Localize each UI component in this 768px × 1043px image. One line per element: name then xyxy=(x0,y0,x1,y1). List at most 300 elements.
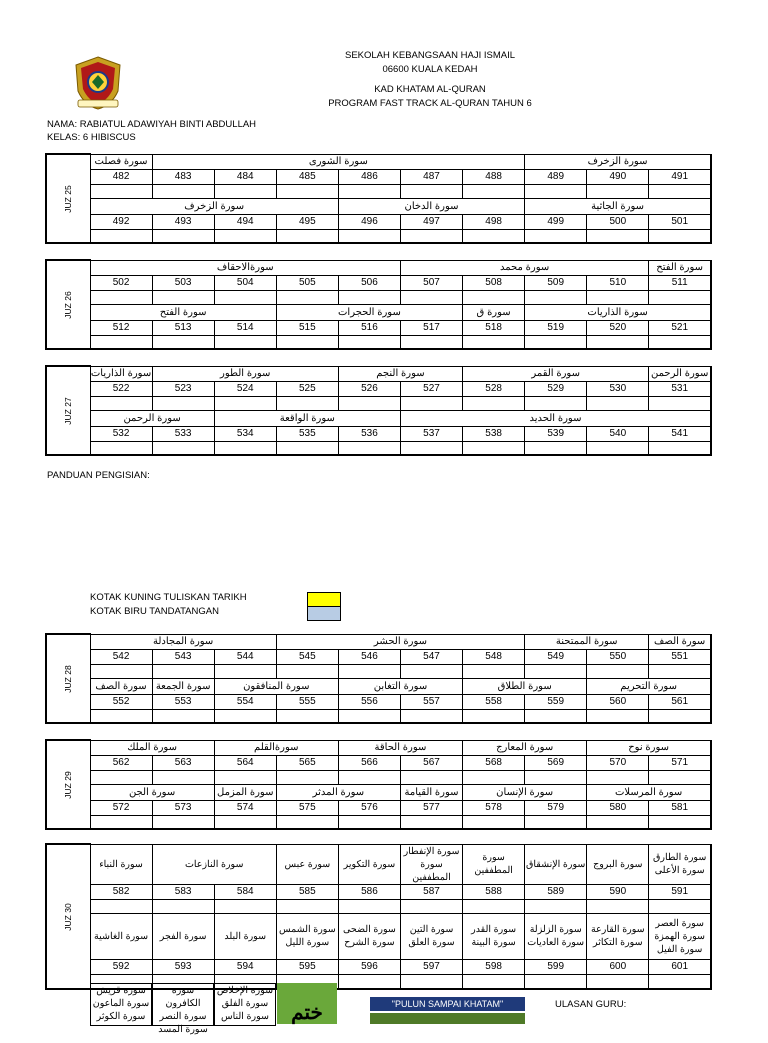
date-signature-cell[interactable] xyxy=(152,664,214,678)
surah-cell: سورة فصلت xyxy=(90,154,152,169)
surah-cell: سورة البلد xyxy=(214,913,276,959)
date-signature-cell[interactable] xyxy=(400,815,462,829)
surah-cell: سورة الجاثية xyxy=(525,198,711,214)
page-number: 550 xyxy=(587,649,649,664)
date-signature-cell[interactable] xyxy=(649,441,711,455)
date-signature-cell[interactable] xyxy=(463,899,525,913)
page-number: 501 xyxy=(649,214,711,229)
date-signature-cell[interactable] xyxy=(525,770,587,784)
date-signature-cell[interactable] xyxy=(649,229,711,243)
surah-cell: سورة الرحمن xyxy=(90,410,214,426)
green-bar xyxy=(370,1013,525,1024)
surah-cell: سورة المجادلة xyxy=(90,634,276,649)
date-signature-cell[interactable] xyxy=(152,396,214,410)
date-signature-cell[interactable] xyxy=(400,184,462,198)
juz-label: JUZ 26 xyxy=(46,260,90,349)
page-number: 530 xyxy=(587,381,649,396)
page-number: 590 xyxy=(587,884,649,899)
surah-cell: سورة الزخرف xyxy=(90,198,338,214)
page-number: 592 xyxy=(90,959,152,974)
date-signature-cell[interactable] xyxy=(338,184,400,198)
page-number: 526 xyxy=(338,381,400,396)
page-number: 521 xyxy=(649,320,711,335)
date-signature-cell[interactable] xyxy=(400,290,462,304)
page-number: 582 xyxy=(90,884,152,899)
page-number: 544 xyxy=(214,649,276,664)
surah-cell: سورة النازعات xyxy=(152,844,276,884)
page-number: 576 xyxy=(338,800,400,815)
page-number: 523 xyxy=(152,381,214,396)
date-signature-cell[interactable] xyxy=(90,441,152,455)
date-signature-cell[interactable] xyxy=(214,335,276,349)
guide-yellow-text: KOTAK KUNING TULISKAN TARIKH xyxy=(90,592,247,603)
page-number: 591 xyxy=(649,884,711,899)
date-signature-cell[interactable] xyxy=(90,229,152,243)
page-number: 578 xyxy=(463,800,525,815)
page-number: 569 xyxy=(525,755,587,770)
juz-label: JUZ 28 xyxy=(46,634,90,723)
page-number: 528 xyxy=(463,381,525,396)
date-signature-cell[interactable] xyxy=(649,770,711,784)
date-signature-cell[interactable] xyxy=(276,899,338,913)
page-number: 529 xyxy=(525,381,587,396)
date-signature-cell[interactable] xyxy=(152,770,214,784)
surah-cell: سورة المدثر xyxy=(276,784,400,800)
date-signature-cell[interactable] xyxy=(649,335,711,349)
surah-cell: سورة الذاريات xyxy=(525,304,711,320)
page-number: 570 xyxy=(587,755,649,770)
page-number: 503 xyxy=(152,275,214,290)
surah-cell: سورة الفتح xyxy=(649,260,711,275)
date-signature-cell[interactable] xyxy=(214,290,276,304)
date-signature-cell[interactable] xyxy=(276,290,338,304)
date-signature-cell[interactable] xyxy=(525,709,587,723)
date-signature-cell[interactable] xyxy=(400,335,462,349)
guide-title: PANDUAN PENGISIAN: xyxy=(47,470,150,481)
surah-cell: سورة الفجر xyxy=(152,913,214,959)
teacher-comment-label: ULASAN GURU: xyxy=(555,999,627,1010)
date-signature-cell[interactable] xyxy=(276,396,338,410)
page-number: 484 xyxy=(214,169,276,184)
juz-30-table xyxy=(45,843,712,990)
surah-cell: سورة الطور xyxy=(152,366,338,381)
page-number: 584 xyxy=(214,884,276,899)
date-signature-cell[interactable] xyxy=(463,815,525,829)
page-number: 593 xyxy=(152,959,214,974)
card-title: KAD KHATAM AL-QURAN xyxy=(374,84,486,95)
surah-cell: سورة المرسلات xyxy=(587,784,711,800)
juz-28-table xyxy=(45,633,712,724)
surah-cell: سورة ق xyxy=(463,304,525,320)
surah-cell: سورة الجمعة xyxy=(152,678,214,694)
page-number: 506 xyxy=(338,275,400,290)
date-signature-cell[interactable] xyxy=(525,899,587,913)
page-number: 558 xyxy=(463,694,525,709)
page-number: 567 xyxy=(400,755,462,770)
surah-cell: سورة الرحمن xyxy=(649,366,711,381)
date-signature-cell[interactable] xyxy=(152,184,214,198)
surah-cell: سورة الشورى xyxy=(152,154,525,169)
date-signature-cell[interactable] xyxy=(463,184,525,198)
surah-cell: سورة القدر سورة البينة xyxy=(463,913,525,959)
date-signature-cell[interactable] xyxy=(276,664,338,678)
surah-cell: سورة المعارج xyxy=(463,740,587,755)
page-number: 533 xyxy=(152,426,214,441)
surah-cell: سورة الطلاق xyxy=(463,678,587,694)
date-signature-cell[interactable] xyxy=(587,709,649,723)
page-number: 568 xyxy=(463,755,525,770)
juz-label: JUZ 27 xyxy=(46,366,90,455)
date-signature-cell[interactable] xyxy=(525,335,587,349)
page-number: 534 xyxy=(214,426,276,441)
juz-29-table xyxy=(45,739,712,830)
date-signature-cell[interactable] xyxy=(152,441,214,455)
surah-cell: سورة الصف xyxy=(649,634,711,649)
date-signature-cell[interactable] xyxy=(463,229,525,243)
date-signature-cell[interactable] xyxy=(400,770,462,784)
page-number: 556 xyxy=(338,694,400,709)
date-signature-cell[interactable] xyxy=(152,290,214,304)
page-number: 508 xyxy=(463,275,525,290)
date-signature-cell[interactable] xyxy=(525,396,587,410)
date-signature-cell[interactable] xyxy=(649,815,711,829)
page-number: 502 xyxy=(90,275,152,290)
page-number: 499 xyxy=(525,214,587,229)
school-crest-logo xyxy=(72,55,124,111)
date-signature-cell[interactable] xyxy=(463,770,525,784)
student-name: NAMA: RABIATUL ADAWIYAH BINTI ABDULLAH xyxy=(47,119,257,130)
surah-cell: سورة الإنفطار سورة المطففين xyxy=(400,844,462,884)
page-number: 579 xyxy=(525,800,587,815)
date-signature-cell[interactable] xyxy=(525,815,587,829)
page-number: 548 xyxy=(463,649,525,664)
page-number: 541 xyxy=(649,426,711,441)
page-number: 601 xyxy=(649,959,711,974)
page-number: 497 xyxy=(400,214,462,229)
date-signature-cell[interactable] xyxy=(400,396,462,410)
surah-cell: سورة التحريم xyxy=(587,678,711,694)
page-number: 518 xyxy=(463,320,525,335)
page-number: 491 xyxy=(649,169,711,184)
page-number: 555 xyxy=(276,694,338,709)
date-signature-cell[interactable] xyxy=(276,335,338,349)
date-signature-cell[interactable] xyxy=(338,709,400,723)
page-number: 594 xyxy=(214,959,276,974)
date-signature-cell[interactable] xyxy=(649,184,711,198)
surah-cell: سورة الملك xyxy=(90,740,214,755)
page-number: 546 xyxy=(338,649,400,664)
date-signature-cell[interactable] xyxy=(463,441,525,455)
surah-cell: سورةالاحقاف xyxy=(90,260,400,275)
surah-cell: سورة القارعة سورة التكاثر xyxy=(587,913,649,959)
date-signature-cell[interactable] xyxy=(587,335,649,349)
surah-cell: سورةالقلم xyxy=(214,740,338,755)
surah-cell: سورة قريش سورة الماعون سورة الكوثر xyxy=(90,983,152,1026)
page-number: 566 xyxy=(338,755,400,770)
date-signature-cell[interactable] xyxy=(587,770,649,784)
date-signature-cell[interactable] xyxy=(649,290,711,304)
date-signature-cell[interactable] xyxy=(587,664,649,678)
page-number: 511 xyxy=(649,275,711,290)
juz-27-table xyxy=(45,365,712,456)
page-number: 520 xyxy=(587,320,649,335)
date-signature-cell[interactable] xyxy=(90,709,152,723)
date-signature-cell[interactable] xyxy=(90,396,152,410)
page-number: 490 xyxy=(587,169,649,184)
page-number: 492 xyxy=(90,214,152,229)
date-signature-cell[interactable] xyxy=(400,899,462,913)
surah-cell: سورة محمد xyxy=(400,260,648,275)
page-number: 486 xyxy=(338,169,400,184)
page-number: 495 xyxy=(276,214,338,229)
date-signature-cell[interactable] xyxy=(649,899,711,913)
date-signature-cell[interactable] xyxy=(214,229,276,243)
surah-cell: سورة الطارق سورة الأعلى xyxy=(649,844,711,884)
date-signature-cell[interactable] xyxy=(90,899,152,913)
date-signature-cell[interactable] xyxy=(587,441,649,455)
date-signature-cell[interactable] xyxy=(338,335,400,349)
date-signature-cell[interactable] xyxy=(214,184,276,198)
page-number: 537 xyxy=(400,426,462,441)
date-signature-cell[interactable] xyxy=(587,184,649,198)
date-signature-cell[interactable] xyxy=(214,899,276,913)
page-number: 600 xyxy=(587,959,649,974)
date-signature-cell[interactable] xyxy=(90,664,152,678)
surah-cell: سورة الحشر xyxy=(276,634,524,649)
juz-25-table xyxy=(45,153,712,244)
page-number: 562 xyxy=(90,755,152,770)
date-signature-cell[interactable] xyxy=(338,815,400,829)
juz-26-table xyxy=(45,259,712,350)
surah-cell: سورة عبس xyxy=(276,844,338,884)
date-signature-cell[interactable] xyxy=(400,229,462,243)
page-number: 596 xyxy=(338,959,400,974)
page-number: 500 xyxy=(587,214,649,229)
page-number: 531 xyxy=(649,381,711,396)
date-signature-cell[interactable] xyxy=(649,396,711,410)
surah-cell: سورة الدخان xyxy=(338,198,524,214)
date-signature-cell[interactable] xyxy=(587,229,649,243)
page-number: 565 xyxy=(276,755,338,770)
surah-cell: سورة نوح xyxy=(587,740,711,755)
program-title: PROGRAM FAST TRACK AL-QURAN TAHUN 6 xyxy=(328,98,532,109)
page-number: 516 xyxy=(338,320,400,335)
page-number: 482 xyxy=(90,169,152,184)
page-number: 586 xyxy=(338,884,400,899)
page-number: 581 xyxy=(649,800,711,815)
surah-cell: سورة الكافرون سورة النصر سورة المسد xyxy=(152,983,214,1026)
page-number: 515 xyxy=(276,320,338,335)
guide-blue-text: KOTAK BIRU TANDATANGAN xyxy=(90,606,219,617)
date-signature-cell[interactable] xyxy=(90,770,152,784)
page-number: 493 xyxy=(152,214,214,229)
page-number: 487 xyxy=(400,169,462,184)
surah-cell: سورة الذاريات xyxy=(90,368,152,379)
date-signature-cell[interactable] xyxy=(649,974,711,989)
date-signature-cell[interactable] xyxy=(525,229,587,243)
date-signature-cell[interactable] xyxy=(463,335,525,349)
page-number: 561 xyxy=(649,694,711,709)
date-signature-cell[interactable] xyxy=(587,899,649,913)
date-signature-cell[interactable] xyxy=(463,709,525,723)
date-signature-cell[interactable] xyxy=(214,396,276,410)
date-signature-cell[interactable] xyxy=(400,441,462,455)
date-signature-cell[interactable] xyxy=(649,709,711,723)
page-number: 496 xyxy=(338,214,400,229)
date-signature-cell[interactable] xyxy=(649,664,711,678)
date-signature-cell[interactable] xyxy=(587,290,649,304)
page-number: 485 xyxy=(276,169,338,184)
page-number: 549 xyxy=(525,649,587,664)
date-signature-cell[interactable] xyxy=(463,974,525,989)
legend-yellow-box xyxy=(307,592,341,607)
page-number: 536 xyxy=(338,426,400,441)
page-number: 595 xyxy=(276,959,338,974)
date-signature-cell[interactable] xyxy=(152,899,214,913)
date-signature-cell[interactable] xyxy=(587,815,649,829)
page-number: 545 xyxy=(276,649,338,664)
date-signature-cell[interactable] xyxy=(90,815,152,829)
date-signature-cell[interactable] xyxy=(214,770,276,784)
page-number: 553 xyxy=(152,694,214,709)
page-number: 572 xyxy=(90,800,152,815)
date-signature-cell[interactable] xyxy=(338,396,400,410)
date-signature-cell[interactable] xyxy=(276,229,338,243)
date-signature-cell[interactable] xyxy=(214,441,276,455)
page-number: 583 xyxy=(152,884,214,899)
page-number: 542 xyxy=(90,649,152,664)
date-signature-cell[interactable] xyxy=(525,664,587,678)
page-number: 505 xyxy=(276,275,338,290)
date-signature-cell[interactable] xyxy=(400,709,462,723)
page-number: 527 xyxy=(400,381,462,396)
page-number: 571 xyxy=(649,755,711,770)
date-signature-cell[interactable] xyxy=(463,664,525,678)
date-signature-cell[interactable] xyxy=(276,441,338,455)
date-signature-cell[interactable] xyxy=(276,770,338,784)
page-number: 535 xyxy=(276,426,338,441)
surah-cell: سورة المنافقون xyxy=(214,678,338,694)
page-number: 547 xyxy=(400,649,462,664)
page-number: 560 xyxy=(587,694,649,709)
date-signature-cell[interactable] xyxy=(338,229,400,243)
page-number: 598 xyxy=(463,959,525,974)
surah-cell: سورة الحديد xyxy=(400,410,711,426)
page-number: 580 xyxy=(587,800,649,815)
date-signature-cell[interactable] xyxy=(587,396,649,410)
surah-cell: سورة العصر سورة الهمزة سورة الفيل xyxy=(649,913,711,959)
date-signature-cell[interactable] xyxy=(152,815,214,829)
date-signature-cell[interactable] xyxy=(152,709,214,723)
date-signature-cell[interactable] xyxy=(152,335,214,349)
page-number: 577 xyxy=(400,800,462,815)
page-number: 488 xyxy=(463,169,525,184)
page-number: 498 xyxy=(463,214,525,229)
surah-cell: سورة الفتح xyxy=(90,304,276,320)
date-signature-cell[interactable] xyxy=(338,664,400,678)
page-number: 564 xyxy=(214,755,276,770)
page-number: 507 xyxy=(400,275,462,290)
page-number: 587 xyxy=(400,884,462,899)
date-signature-cell[interactable] xyxy=(276,709,338,723)
date-signature-cell[interactable] xyxy=(525,290,587,304)
date-signature-cell[interactable] xyxy=(525,441,587,455)
page-number: 532 xyxy=(90,426,152,441)
page-number: 539 xyxy=(525,426,587,441)
date-signature-cell[interactable] xyxy=(90,335,152,349)
date-signature-cell[interactable] xyxy=(90,184,152,198)
page-number: 554 xyxy=(214,694,276,709)
page-number: 514 xyxy=(214,320,276,335)
page-number: 559 xyxy=(525,694,587,709)
khatam-box: ختم xyxy=(277,983,337,1024)
page-number: 494 xyxy=(214,214,276,229)
page-number: 551 xyxy=(649,649,711,664)
date-signature-cell[interactable] xyxy=(400,974,462,989)
date-signature-cell[interactable] xyxy=(90,290,152,304)
date-signature-cell[interactable] xyxy=(338,290,400,304)
surah-cell: سورة الحجرات xyxy=(276,304,462,320)
page-number: 538 xyxy=(463,426,525,441)
surah-cell: سورة الزخرف xyxy=(525,154,711,169)
date-signature-cell[interactable] xyxy=(400,664,462,678)
page-number: 510 xyxy=(587,275,649,290)
page-number: 519 xyxy=(525,320,587,335)
page-number: 574 xyxy=(214,800,276,815)
surah-cell: سورة الزلزلة سورة العاديات xyxy=(525,913,587,959)
surah-cell: سورة الإنشقاق xyxy=(525,844,587,884)
surah-cell: سورة المزمل xyxy=(214,784,276,800)
juz-label: JUZ 25 xyxy=(46,154,90,243)
surah-cell: سورة الإخلاص سورة الفلق سورة الناس xyxy=(214,983,276,1026)
page-number: 588 xyxy=(463,884,525,899)
date-signature-cell[interactable] xyxy=(587,974,649,989)
date-signature-cell[interactable] xyxy=(214,709,276,723)
date-signature-cell[interactable] xyxy=(152,229,214,243)
date-signature-cell[interactable] xyxy=(338,974,400,989)
date-signature-cell[interactable] xyxy=(463,396,525,410)
date-signature-cell[interactable] xyxy=(525,184,587,198)
page-number: 543 xyxy=(152,649,214,664)
surah-cell: سورة الممتحنة xyxy=(525,634,649,649)
page-number: 524 xyxy=(214,381,276,396)
surah-cell: سورة الصف xyxy=(90,678,152,694)
date-signature-cell[interactable] xyxy=(338,770,400,784)
date-signature-cell[interactable] xyxy=(276,184,338,198)
surah-cell: سورة الضحى سورة الشرح xyxy=(338,913,400,959)
legend-blue-box xyxy=(307,606,341,621)
date-signature-cell[interactable] xyxy=(338,899,400,913)
surah-cell: سورة التكوير xyxy=(338,844,400,884)
date-signature-cell[interactable] xyxy=(525,974,587,989)
date-signature-cell[interactable] xyxy=(276,815,338,829)
date-signature-cell[interactable] xyxy=(463,290,525,304)
school-name: SEKOLAH KEBANGSAAN HAJI ISMAIL xyxy=(345,50,515,61)
date-signature-cell[interactable] xyxy=(214,664,276,678)
date-signature-cell[interactable] xyxy=(338,441,400,455)
surah-cell: سورة الإنسان xyxy=(463,784,587,800)
school-address: 06600 KUALA KEDAH xyxy=(382,64,478,75)
page-number: 563 xyxy=(152,755,214,770)
date-signature-cell[interactable] xyxy=(214,815,276,829)
page-number: 504 xyxy=(214,275,276,290)
page-number: 599 xyxy=(525,959,587,974)
juz-label: JUZ 29 xyxy=(46,740,90,829)
page-number: 512 xyxy=(90,320,152,335)
student-class: KELAS: 6 HIBISCUS xyxy=(47,132,136,143)
page-number: 513 xyxy=(152,320,214,335)
surah-cell: سورة التغابن xyxy=(338,678,462,694)
